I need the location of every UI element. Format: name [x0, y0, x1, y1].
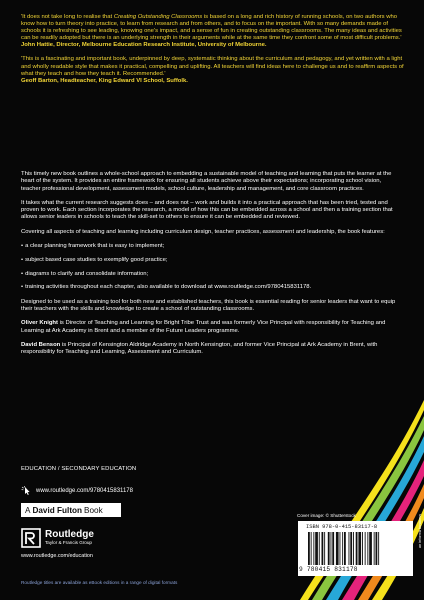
description-block [21, 171, 401, 364]
barcode-bar [362, 532, 363, 565]
barcode-bar [331, 532, 332, 565]
author-1-bio-text: is Director of Teaching and Learning for Bright Tribe Trust and was formerly Vice Principal with responsibility for Teaching and Learning at Ark Academy in Brent and a member of the Future Leaders programme. [21, 320, 386, 334]
ebook-note: Routledge titles are available as eBook editions in a range of digital formats [21, 580, 178, 585]
routledge-text [45, 530, 94, 546]
author-2-bio [21, 342, 401, 357]
review-2-quote: 'This is a fascinating and important book, underpinned by deep, systematic thinking about the curriculum and pedagogy, and yet written with a light and wholly readable style that makes it practical, compelling and uplifting. All teachers will find ideas here to challenge us and to reaffirm aspects of what they teach and how they teach it. Recommended.' [21, 56, 404, 77]
feature-item: • subject based case studies to exemplify good practice; [21, 257, 401, 264]
barcode-bar [311, 532, 312, 565]
fulton-name: David Fulton [32, 505, 83, 515]
author-2-bio-text: is Principal of Kensington Aldridge Academy in North Kensington, and former Vice Principal at Ark Academy in Brent, with responsibility for Teaching and Learning, Assessment and Curriculum. [21, 341, 378, 356]
subject-category: EDUCATION / SECONDARY EDUCATION [21, 466, 137, 472]
review-1-quote-start: 'It does not take long to realise that [21, 14, 114, 20]
cover-image-credit: Cover image: © Shutterstock [297, 513, 356, 518]
barcode-bar [328, 532, 330, 565]
routledge-logo-icon [21, 528, 41, 548]
barcode-bar [365, 532, 366, 565]
barcode-bar [322, 532, 324, 565]
barcode-bar [332, 532, 334, 565]
description-paragraph-1: This timely new book outlines a whole-school approach to embedding a sustainable model of teaching and learning that puts the learner at the heart of the system. It provides an entire framework for ensuring all students achieve above their expectations; incorporating school vision, teacher professional development, assessment models, school culture, leadership and management, and core classroom practices. [21, 171, 392, 192]
barcode-bar [376, 532, 378, 565]
review-1-book-title: Creating Outstanding Classrooms [113, 14, 203, 20]
reviews-block [21, 14, 404, 92]
barcode-bar [353, 532, 354, 565]
routledge-education-link[interactable]: www.routledge.com/education [21, 553, 93, 559]
barcode-bar [378, 532, 379, 565]
barcode-bar [319, 532, 320, 565]
barcode-bar [340, 532, 341, 565]
feature-item: • training activities throughout each chapter, also available to download at www.routledge.com/9780415831178. [21, 284, 401, 291]
review-2-attribution: Geoff Barton, Headteacher, King Edward VI School, Suffolk. [21, 77, 188, 84]
features-list [21, 243, 401, 292]
description-paragraph-2: It takes what the current research suggests does – and does not – work and builds it into a practical approach that has been tried, tested and proven to work. Each section incorporates the research, a model of how this can be embedded across a school and then a training section that allows senior leaders in schools to teach the skill-set to others to ensure it can be embedded and reviewed. [21, 199, 393, 221]
isbn-label: ISBN 978-0-415-83117-8 [306, 524, 378, 530]
barcode-bar [349, 532, 350, 565]
feature-item: • diagrams to clarify and consolidate information; [21, 271, 401, 278]
barcode-bar [336, 532, 339, 565]
barcode-bar [369, 532, 372, 565]
review-1-attribution: John Hattie, Director, Melbourne Education Research Institute, University of Melbourne. [21, 42, 267, 49]
barcode-bar [313, 532, 314, 565]
routledge-subtitle: Taylor & Francis Group [45, 540, 92, 545]
website-link[interactable]: www.routledge.com/9780415831178 [36, 488, 133, 494]
review-1 [21, 14, 404, 49]
ean-digits: 9 780415 831178 [299, 566, 358, 573]
author-1-bio [21, 320, 401, 335]
website-row[interactable] [21, 486, 133, 496]
feature-item: • a clear planning framework that is easy to implement; [21, 243, 401, 250]
routledge-name: Routledge [45, 529, 94, 540]
barcode-bar [344, 532, 346, 565]
description-paragraph-3: Covering all aspects of teaching and learning including curriculum design, teacher practices, assessment and leadership, the book features: [21, 228, 385, 235]
fulton-suffix: Book [84, 505, 103, 515]
barcode-bar [342, 532, 343, 565]
review-2 [21, 56, 404, 84]
david-fulton-badge [21, 503, 121, 517]
cursor-click-icon [21, 486, 33, 496]
barcode-bar [356, 532, 358, 565]
informa-side-label: an informa business [418, 514, 422, 548]
barcode-bar [315, 532, 318, 565]
routledge-logo [21, 528, 94, 548]
barcode-bar [324, 532, 325, 565]
author-2-name: David Benson [21, 341, 61, 348]
barcode-bar [374, 532, 375, 565]
barcode-bar [350, 532, 352, 565]
author-1-name: Oliver Knight [21, 320, 58, 327]
barcode-bar [308, 532, 310, 565]
description-paragraph-4: Designed to be used as a training tool for both new and established teachers, this book is essential reading for senior leaders that want to equip their teachers with the skills and knowledge to create a school of outstanding classrooms. [21, 298, 396, 313]
barcode-bar [367, 532, 368, 565]
fulton-article: A [25, 505, 31, 515]
barcode-bar [358, 532, 361, 565]
review-1-quote-end: is based on a long and rich history of running schools, on two authors who know how to turn theory into practice, to learn from research and from others, and to focus on the important. With so many demands made of schools it is refreshing to see leading, knowing one's impact, and a sense of fun in creating outstanding classrooms. The many ideas and activities can be readily adopted but there is an underlying strength in their arguments while at the same time they confront some of most difficult problems.' [21, 14, 402, 42]
